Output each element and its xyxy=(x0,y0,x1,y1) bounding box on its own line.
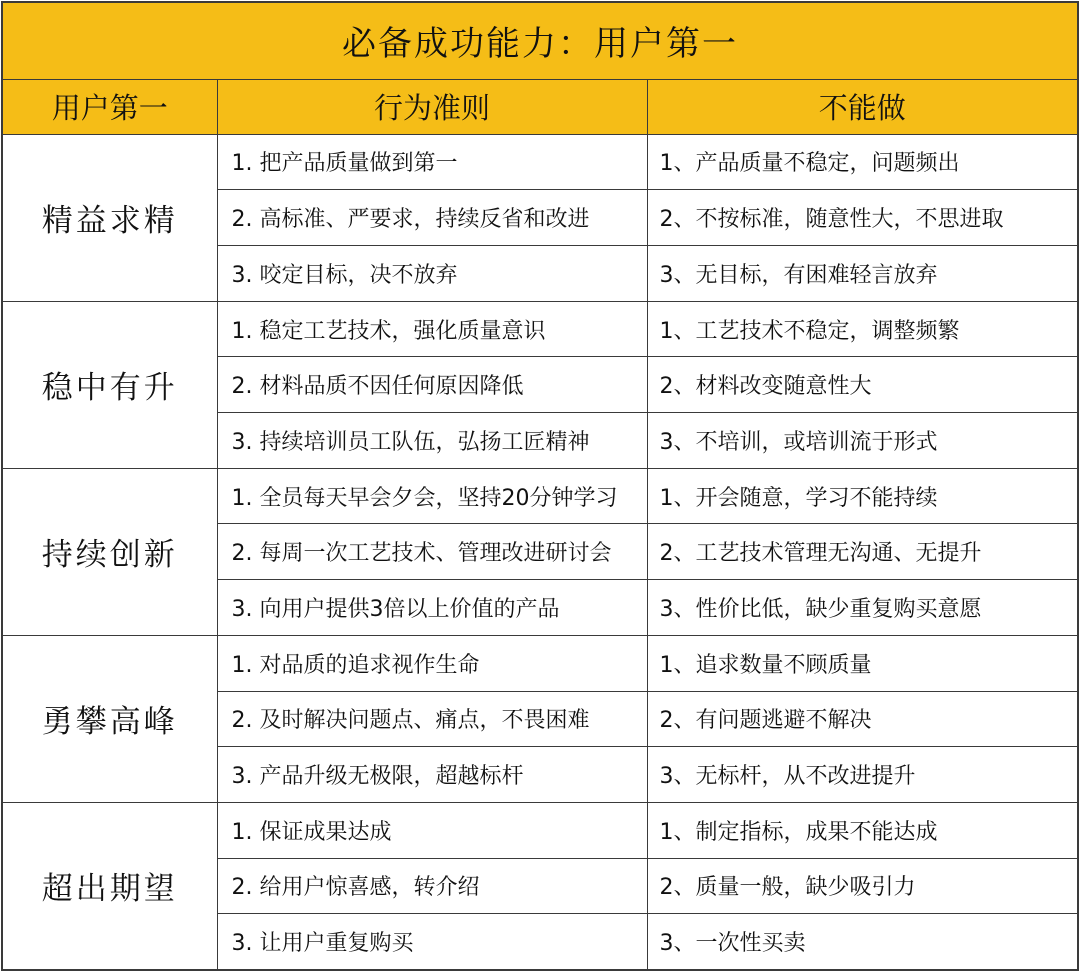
dont-cell: 1、制定指标，成果不能达成 xyxy=(647,802,1078,858)
rule-cell: 3. 产品升级无极限，超越标杆 xyxy=(217,747,647,803)
rule-cell: 2. 每周一次工艺技术、管理改进研讨会 xyxy=(217,524,647,580)
table-row xyxy=(2,635,1078,691)
dont-cell: 2、工艺技术管理无沟通、无提升 xyxy=(647,524,1078,580)
rule-cell: 2. 材料品质不因任何原因降低 xyxy=(217,357,647,413)
dont-cell: 1、开会随意，学习不能持续 xyxy=(647,468,1078,524)
rule-cell: 2. 高标准、严要求，持续反省和改进 xyxy=(217,190,647,246)
dont-cell: 1、工艺技术不稳定，调整频繁 xyxy=(647,301,1078,357)
dont-cell: 1、追求数量不顾质量 xyxy=(647,635,1078,691)
rule-cell: 3. 让用户重复购买 xyxy=(217,914,647,970)
rule-cell: 1. 全员每天早会夕会，坚持20分钟学习 xyxy=(217,468,647,524)
principles-table xyxy=(1,1,1079,971)
rule-cell: 1. 对品质的追求视作生命 xyxy=(217,635,647,691)
dont-cell: 3、无标杆，从不改进提升 xyxy=(647,747,1078,803)
dont-cell: 2、材料改变随意性大 xyxy=(647,357,1078,413)
category-cell: 精益求精 xyxy=(2,134,217,301)
dont-cell: 1、产品质量不稳定，问题频出 xyxy=(647,134,1078,190)
table-title: 必备成功能力：用户第一 xyxy=(2,2,1078,79)
dont-cell: 3、性价比低，缺少重复购买意愿 xyxy=(647,580,1078,636)
rule-cell: 3. 持续培训员工队伍，弘扬工匠精神 xyxy=(217,413,647,469)
rule-cell: 3. 向用户提供3倍以上价值的产品 xyxy=(217,580,647,636)
rule-cell: 1. 稳定工艺技术，强化质量意识 xyxy=(217,301,647,357)
header-dont: 不能做 xyxy=(647,79,1078,134)
header-rules: 行为准则 xyxy=(217,79,647,134)
dont-cell: 2、质量一般，缺少吸引力 xyxy=(647,858,1078,914)
table-row xyxy=(2,134,1078,190)
category-cell: 超出期望 xyxy=(2,802,217,970)
dont-cell: 2、有问题逃避不解决 xyxy=(647,691,1078,747)
rule-cell: 2. 给用户惊喜感，转介绍 xyxy=(217,858,647,914)
table-row xyxy=(2,468,1078,524)
rule-cell: 1. 把产品质量做到第一 xyxy=(217,134,647,190)
title-row xyxy=(2,2,1078,79)
rule-cell: 1. 保证成果达成 xyxy=(217,802,647,858)
dont-cell: 3、不培训，或培训流于形式 xyxy=(647,413,1078,469)
dont-cell: 3、无目标，有困难轻言放弃 xyxy=(647,246,1078,302)
dont-cell: 3、一次性买卖 xyxy=(647,914,1078,970)
category-cell: 稳中有升 xyxy=(2,301,217,468)
header-row xyxy=(2,79,1078,134)
rule-cell: 3. 咬定目标，决不放弃 xyxy=(217,246,647,302)
header-category: 用户第一 xyxy=(2,79,217,134)
category-cell: 勇攀高峰 xyxy=(2,635,217,802)
table-row xyxy=(2,301,1078,357)
dont-cell: 2、不按标准，随意性大，不思进取 xyxy=(647,190,1078,246)
rule-cell: 2. 及时解决问题点、痛点，不畏困难 xyxy=(217,691,647,747)
category-cell: 持续创新 xyxy=(2,468,217,635)
table-row xyxy=(2,802,1078,858)
